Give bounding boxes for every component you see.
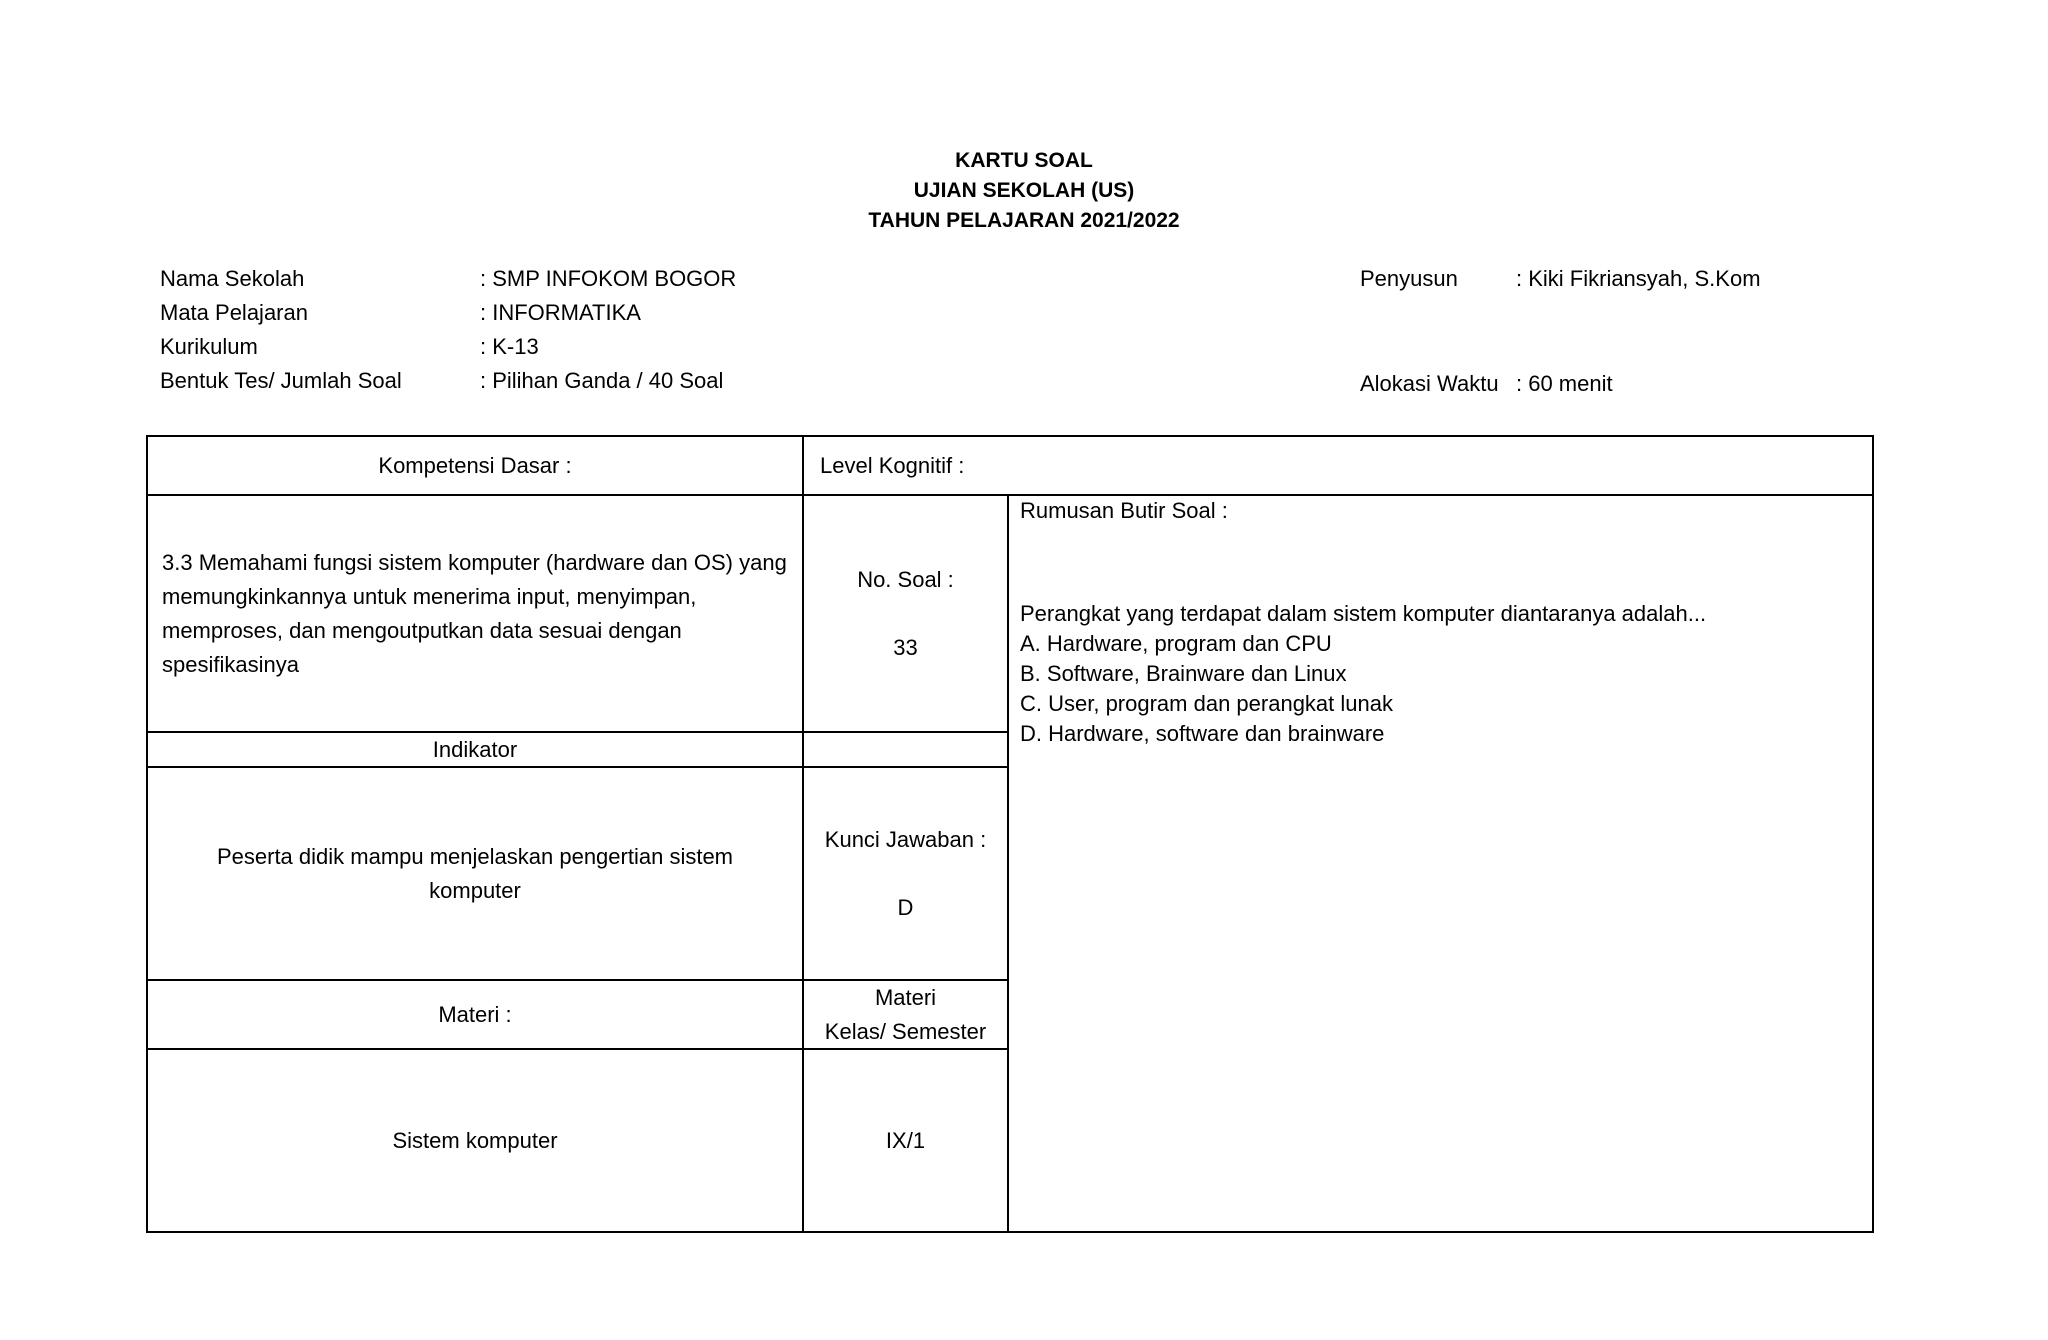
materi-label: Materi : xyxy=(438,1001,512,1027)
kunci-jawaban-value: D xyxy=(897,894,914,920)
indikator-header xyxy=(148,733,802,766)
mapel-label: Mata Pelajaran xyxy=(160,300,308,325)
option-a: A. Hardware, program dan CPU xyxy=(1020,631,1332,656)
penyusun-value: : Kiki Fikriansyah, S.Kom xyxy=(1516,266,1761,291)
level-kognitif-header xyxy=(820,437,1860,494)
bentuk-tes-value: : Pilihan Ganda / 40 Soal xyxy=(480,368,724,393)
option-c: C. User, program dan perangkat lunak xyxy=(1020,691,1393,716)
info-values-left xyxy=(480,262,736,398)
mapel-value: : INFORMATIKA xyxy=(480,300,641,325)
level-kognitif-label: Level Kognitif : xyxy=(820,452,965,478)
info-labels-left xyxy=(160,262,402,398)
kurikulum-label: Kurikulum xyxy=(160,334,258,359)
rumusan-soal-cell xyxy=(1020,496,1860,1231)
col-divider-2 xyxy=(1007,494,1009,1231)
soal-table xyxy=(146,435,1874,1233)
materi-value: Sistem komputer xyxy=(392,1127,558,1153)
materi-kelas-line-2: Kelas/ Semester xyxy=(824,1018,987,1044)
nama-sekolah-label: Nama Sekolah xyxy=(160,266,305,291)
question-text: Perangkat yang terdapat dalam sistem komputer diantaranya adalah... xyxy=(1020,601,1707,626)
kelas-semester-cell xyxy=(804,1050,1007,1231)
kunci-jawaban-cell xyxy=(804,768,1007,979)
kunci-jawaban-label: Kunci Jawaban : xyxy=(824,826,987,852)
no-soal-cell xyxy=(804,496,1007,731)
no-soal-label: No. Soal : xyxy=(857,566,954,592)
materi-value-cell xyxy=(148,1050,802,1231)
bentuk-tes-label: Bentuk Tes/ Jumlah Soal xyxy=(160,368,402,393)
document-title xyxy=(0,146,2048,236)
title-line-3: TAHUN PELAJARAN 2021/2022 xyxy=(868,209,1180,232)
option-b: B. Software, Brainware dan Linux xyxy=(1020,661,1347,686)
indikator-text-cell xyxy=(178,768,772,979)
penyusun-label: Penyusun xyxy=(1360,266,1458,291)
option-d: D. Hardware, software dan brainware xyxy=(1020,721,1385,746)
title-line-1: KARTU SOAL xyxy=(955,149,1093,172)
indikator-text: Peserta didik mampu menjelaskan pengertian sistem komputer xyxy=(216,843,734,903)
materi-header xyxy=(148,981,802,1048)
materi-kelas-header xyxy=(804,981,1007,1048)
no-soal-value: 33 xyxy=(893,634,918,660)
nama-sekolah-value: : SMP INFOKOM BOGOR xyxy=(480,266,737,291)
alokasi-value: : 60 menit xyxy=(1516,371,1613,396)
alokasi-label: Alokasi Waktu xyxy=(1360,371,1499,396)
kd-header-label: Kompetensi Dasar : xyxy=(378,452,572,478)
kurikulum-value: : K-13 xyxy=(480,334,539,359)
kd-text-cell xyxy=(162,496,792,731)
indikator-label: Indikator xyxy=(432,736,518,762)
materi-kelas-line-1: Materi xyxy=(874,984,937,1010)
kd-header xyxy=(148,437,802,494)
title-line-2: UJIAN SEKOLAH (US) xyxy=(913,179,1135,202)
kd-text: 3.3 Memahami fungsi sistem komputer (hardware dan OS) yang memungkinkannya untuk menerima input, menyimpan, memproses, dan mengoutputkan data sesuai dengan spesifikasinya xyxy=(162,549,787,677)
rumusan-label: Rumusan Butir Soal : xyxy=(1020,498,1228,523)
kelas-semester-value: IX/1 xyxy=(885,1127,926,1153)
